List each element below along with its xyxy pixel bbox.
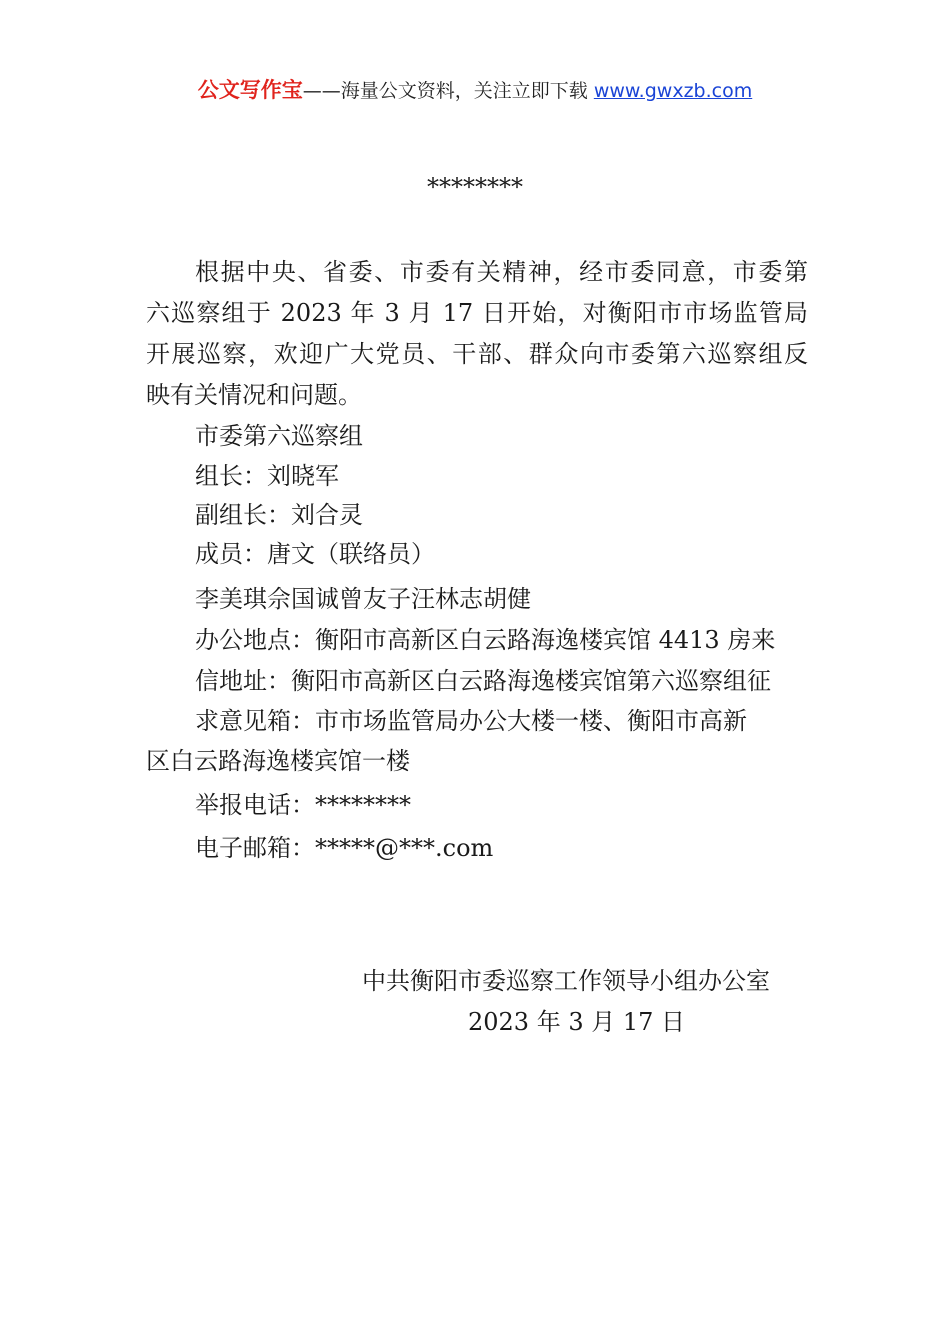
issue-date: 2023 年 3 月 17 日 [468, 1008, 686, 1036]
announcement-paragraph [146, 257, 808, 421]
masked-title: ******** [427, 173, 523, 201]
issuing-office: 中共衡阳市委巡察工作领导小组办公室 [362, 967, 770, 995]
mail-address: 信地址：衡阳市高新区白云路海逸楼宾馆第六巡察组征 [195, 667, 771, 695]
suggestion-box-continued: 区白云路海逸楼宾馆一楼 [146, 747, 410, 775]
members-list: 李美琪佘国诚曾友子汪林志胡健 [195, 585, 531, 613]
paragraph-line: 开展巡察，欢迎广大党员、干部、群众向市委第六巡察组反 [146, 340, 808, 368]
deputy-leader: 副组长：刘合灵 [195, 501, 363, 529]
paragraph-line: 映有关情况和问题。 [146, 381, 362, 409]
office-location: 办公地点：衡阳市高新区白云路海逸楼宾馆 4413 房来 [195, 626, 776, 654]
website-link[interactable]: www.gwxzb.com [593, 80, 753, 102]
contact-email: 电子邮箱：*****@***.com [195, 834, 494, 862]
group-name: 市委第六巡察组 [195, 422, 363, 450]
brand-name: 公文写作宝 [197, 78, 303, 102]
paragraph-line: 六巡察组于 2023 年 3 月 17 日开始，对衡阳市市场监管局 [146, 299, 808, 327]
document-header [0, 76, 950, 105]
suggestion-box: 求意见箱：市市场监管局办公大楼一楼、衡阳市高新 [195, 707, 747, 735]
header-tagline: ——海量公文资料，关注立即下载 [302, 80, 594, 102]
report-hotline: 举报电话：******** [195, 791, 411, 819]
members: 成员：唐文（联络员） [195, 540, 435, 568]
group-leader: 组长：刘晓军 [195, 462, 339, 490]
paragraph-line: 根据中央、省委、市委有关精神，经市委同意，市委第 [195, 258, 808, 286]
